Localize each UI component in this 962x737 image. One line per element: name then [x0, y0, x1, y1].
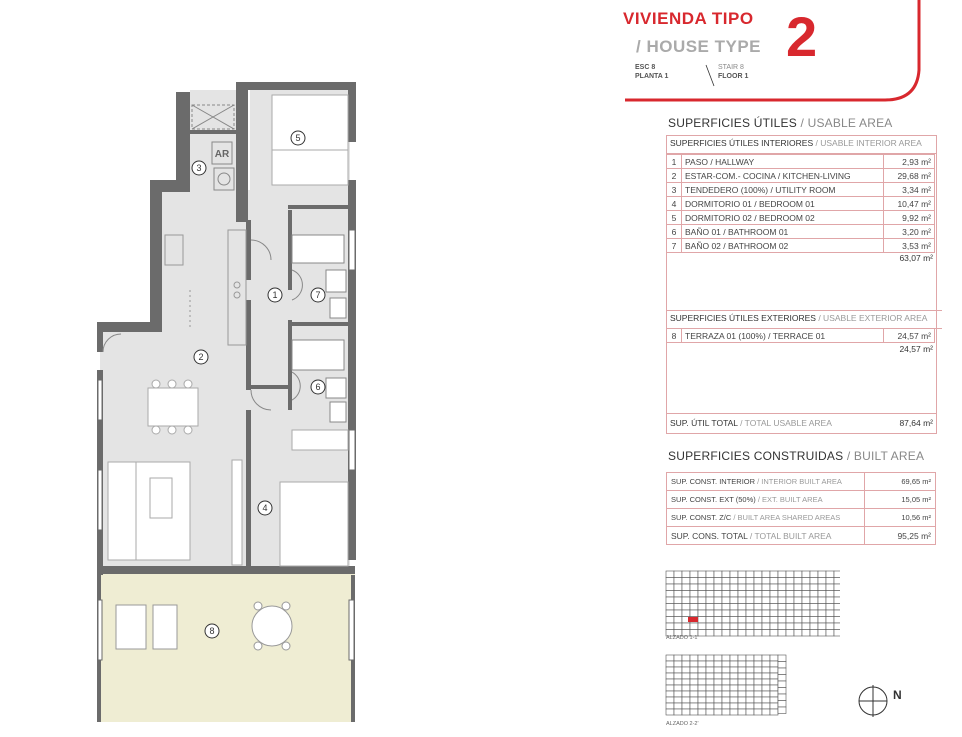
built-row	[667, 527, 936, 545]
interior-heading	[667, 136, 936, 154]
house-type-subtitle: / HOUSE TYPE	[636, 37, 762, 56]
planta-label: PLANTA 1	[635, 73, 669, 80]
exterior-heading-es: SUPERFICIES ÚTILES EXTERIORES	[670, 313, 816, 323]
row-label: TENDEDERO (100%) / UTILITY ROOM	[682, 183, 884, 197]
room-8-label: 8	[209, 626, 215, 636]
elevation-drawings	[660, 563, 840, 735]
exterior-row	[667, 329, 935, 343]
row-number: 3	[667, 183, 682, 197]
interior-row	[667, 155, 935, 169]
room-5-label: 5	[295, 133, 301, 143]
built-area-heading	[668, 449, 924, 463]
row-number: 5	[667, 211, 682, 225]
usable-total-label: SUP. ÚTIL TOTAL	[670, 418, 738, 428]
built-row-value: 15,05 m²	[865, 491, 936, 509]
stair-label: STAIR 8	[718, 64, 744, 71]
built-row-label: SUP. CONST. Z/C / BUILT AREA SHARED AREAS	[667, 509, 865, 527]
built-row-label: SUP. CONS. TOTAL / TOTAL BUILT AREA	[667, 527, 865, 545]
room-6-label: 6	[315, 382, 321, 392]
usable-total-value: 87,64 m²	[899, 418, 933, 428]
interior-row	[667, 211, 935, 225]
row-value: 3,53 m²	[884, 239, 935, 253]
built-row	[667, 509, 936, 527]
built-row-label: SUP. CONST. INTERIOR / INTERIOR BUILT AREA	[667, 473, 865, 491]
usable-heading-en: / USABLE AREA	[800, 116, 893, 130]
row-value: 29,68 m²	[884, 169, 935, 183]
esc-label: ESC 8	[635, 64, 656, 71]
row-value: 2,93 m²	[884, 155, 935, 169]
interior-row	[667, 183, 935, 197]
interior-row	[667, 239, 935, 253]
floor-label: FLOOR 1	[718, 73, 749, 80]
built-row-value: 10,56 m²	[865, 509, 936, 527]
row-label: TERRAZA 01 (100%) / TERRACE 01	[682, 329, 884, 343]
usable-total-row	[667, 413, 936, 432]
usable-heading-es: SUPERFICIES ÚTILES	[668, 116, 797, 130]
interior-row	[667, 169, 935, 183]
north-compass-icon	[856, 683, 896, 719]
built-row-value: 95,25 m²	[865, 527, 936, 545]
compass-north-label: N	[893, 688, 902, 702]
room-2-label: 2	[198, 352, 204, 362]
usable-area-heading	[668, 116, 893, 130]
elevation-a-label: ALZADO 1-1'	[666, 635, 699, 641]
built-row	[667, 491, 936, 509]
row-label: DORMITORIO 01 / BEDROOM 01	[682, 197, 884, 211]
usable-area-box	[666, 135, 937, 434]
room-4-label: 4	[262, 503, 268, 513]
row-value: 10,47 m²	[884, 197, 935, 211]
row-value: 24,57 m²	[884, 329, 935, 343]
row-value: 9,92 m²	[884, 211, 935, 225]
interior-row	[667, 197, 935, 211]
built-row-value: 69,65 m²	[865, 473, 936, 491]
row-value: 3,34 m²	[884, 183, 935, 197]
ar-label: AR	[214, 149, 230, 160]
built-heading-en: / BUILT AREA	[846, 449, 925, 463]
row-number: 6	[667, 225, 682, 239]
unit-highlight	[688, 617, 698, 622]
built-area-table	[666, 472, 936, 545]
row-number: 8	[667, 329, 682, 343]
built-heading-es: SUPERFICIES CONSTRUIDAS	[668, 449, 844, 463]
row-number: 7	[667, 239, 682, 253]
interior-heading-es: SUPERFICIES ÚTILES INTERIORES	[670, 138, 814, 148]
row-value: 3,20 m²	[884, 225, 935, 239]
row-number: 1	[667, 155, 682, 169]
interior-total: 63,07 m²	[899, 253, 933, 263]
house-type-number: 2	[786, 5, 818, 68]
exterior-heading-en: / USABLE EXTERIOR AREA	[818, 313, 928, 323]
interior-row	[667, 225, 935, 239]
row-number: 2	[667, 169, 682, 183]
built-row	[667, 473, 936, 491]
interior-heading-en: / USABLE INTERIOR AREA	[815, 138, 922, 148]
row-label: DORMITORIO 02 / BEDROOM 02	[682, 211, 884, 225]
exterior-heading	[667, 310, 942, 329]
row-label: PASO / HALLWAY	[682, 155, 884, 169]
row-number: 4	[667, 197, 682, 211]
room-7-label: 7	[315, 290, 321, 300]
built-row-label: SUP. CONST. EXT (50%) / EXT. BUILT AREA	[667, 491, 865, 509]
row-label: BAÑO 02 / BATHROOM 02	[682, 239, 884, 253]
row-label: ESTAR-COM.- COCINA / KITCHEN-LIVING	[682, 169, 884, 183]
exterior-table	[666, 328, 935, 343]
house-type-title: VIVIENDA TIPO	[623, 9, 754, 28]
row-label: BAÑO 01 / BATHROOM 01	[682, 225, 884, 239]
usable-total-label-en: / TOTAL USABLE AREA	[740, 418, 832, 428]
room-1-label: 1	[272, 290, 278, 300]
elevation-b-label: ALZADO 2-2'	[666, 721, 699, 727]
room-3-label: 3	[196, 163, 202, 173]
interior-table	[666, 154, 935, 253]
exterior-total: 24,57 m²	[899, 344, 933, 354]
